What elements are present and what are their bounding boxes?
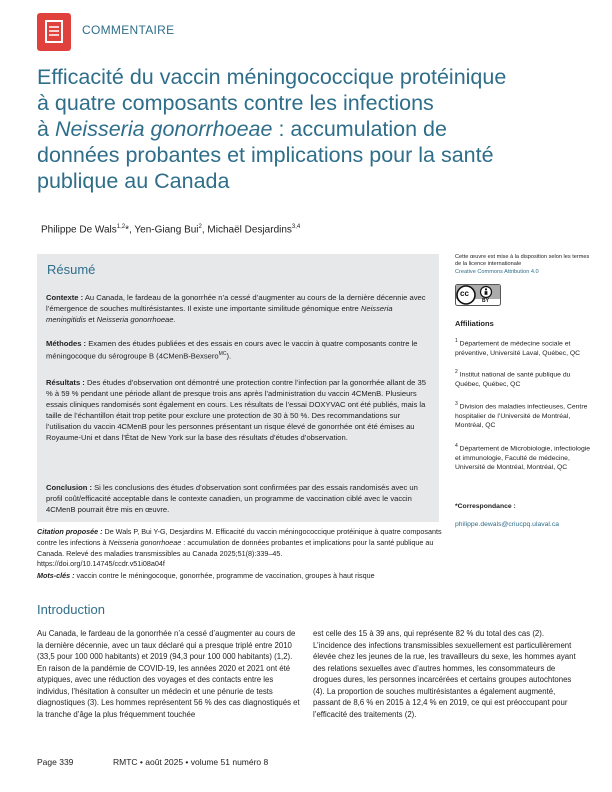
affiliation-2: $^2$ Institut national de santé publique du Québec, Québec, QC	[455, 369, 571, 388]
abstract-methodes: Méthodes : Examen des études publiées et des essais en cours avec le vaccin à quatre composants contre le méningocoque du sérogroupe B (4CMenB-Bexsero$^{MC}$).	[46, 339, 418, 361]
section-label: COMMENTAIRE	[82, 23, 175, 37]
license-link[interactable]: Creative Commons Attribution 4.0	[455, 268, 539, 275]
correspondence-label: *Correspondance :	[455, 503, 516, 510]
abstract-resultats: Résultats : Des études d’observation ont démontré une protection contre l’infection par la gonorrhée allant de 35 % à 59 % pendant une période allant de presque trois ans après l’administration du vaccin 4CMenB. Plusieurs essais cliniques randomisés sont également en cours. Les résultats de l’essai DOXYVAC ont été publiés, mais la taille de l’échantillon était trop petite pour exclure une protection de 30 à 50 %. Des recommandations sur l’utilisation du vaccin 4CMenB pour les personnes présentant un risque élevé de gonorrhée ont été émises au Royaume-Uni et dans l’État de New York sur la base des résultats d’études d’observation.	[46, 378, 426, 442]
correspondence-email[interactable]: philippe.dewals@criucpq.ulaval.ca	[455, 521, 560, 528]
license-notice: Cette œuvre est mise à la disposition selon les termes de la licence internationale Creative Commons Attribution 4.0	[455, 254, 590, 275]
affiliation-3: $^3$ Division des maladies infectieuses, Centre hospitalier de l’Université de Montréal, Montréal, QC	[455, 401, 588, 429]
cc-label: cc	[460, 289, 469, 298]
document-icon	[37, 13, 71, 51]
page-footer	[37, 757, 268, 767]
abstract-contexte: Contexte : Au Canada, le fardeau de la gonorrhée n’a cessé d’augmenter au cours de la dernière décennie avec l’émergence de souches multirésistantes. Il existe une importante similitude génomique entre Neisseria meningitidis et Neisseria gonorrhoeae.	[46, 293, 426, 324]
page-number: Page 339	[37, 757, 74, 767]
journal-info: RMTC • août 2025 • volume 51 numéro 8	[113, 757, 269, 767]
by-label: BY	[482, 298, 489, 304]
introduction-heading: Introduction	[37, 602, 105, 617]
doi-link[interactable]: https://doi.org/10.14745/ccdr.v51i08a04f	[37, 559, 165, 569]
keywords: Mots-clés : vaccin contre le méningocoque, gonorrhée, programme de vaccination, groupes à haut risque	[37, 571, 375, 580]
affiliation-4: $^4$ Département de Microbiologie, infectiologie et immunologie, Faculté de médecine, Université de Montréal, Montréal, QC	[455, 443, 591, 471]
author-list: Philippe De Wals$^{1,2}$*, Yen-Giang Bui$^2$, Michaël Desjardins$^{3,4}$	[41, 224, 301, 236]
abstract-conclusion: Conclusion : Si les conclusions des études d’observation sont confirmées par des essais randomisés avec un profil coût/efficacité acceptable dans le contexte canadien, un programme de vaccination ciblé avec le vaccin 4CMenB pourrait être mis en œuvre.	[46, 483, 418, 514]
affiliations-heading: Affiliations	[455, 319, 494, 328]
cc-by-license-badge[interactable]	[455, 284, 501, 304]
intro-column-2: est celle des 15 à 39 ans, qui représente 82 % du total des cas (2). L’incidence des infections transmissibles sexuellement est particulièrement élevée chez les jeunes de la rue, les travailleurs du sexe, les hommes ayant des relations sexuelles avec d’autres hommes, les consommateurs de drogues dures, les personnes incarcérées et certains groupes autochtones (4). La proportion de souches multirésistantes a également augmenté, passant de 8,6 % en 2015 à 12,4 % en 2019, ce qui est préoccupant pour l’efficacité des traitements (2).	[313, 629, 576, 719]
suggested-citation: Citation proposée : De Wals P, Bui Y-G, Desjardins M. Efficacité du vaccin méningococcique protéinique à quatre composants contre les infections à Neisseria gonorrhoeae : accumulation de données probantes et implications pour la santé publique au Canada. Relevé des maladies transmissibles au Canada 2025;51(8):339–45. https://doi.org/10.14745/ccdr.v51i08a04f	[37, 527, 442, 569]
article-title: Efficacité du vaccin méningococcique protéinique à quatre composants contre les infections à Neisseria gonorrhoeae : accumulation de données probantes et implications pour la santé publique au Canada	[37, 65, 507, 193]
affiliation-1: $^1$ Département de médecine sociale et préventive, Université Laval, Québec, QC	[455, 338, 581, 357]
intro-column-1: Au Canada, le fardeau de la gonorrhée n’a cessé d’augmenter au cours de la dernière décennie, avec un taux déclaré qui a presque triplé entre 2010 (33,5 pour 100 000 habitants) et 2019 (94,3 pour 100 000 habitants) (1,2). En raison de la pandémie de COVID-19, les années 2020 et 2021 ont été atypiques, avec une réduction des voyages et des contacts entre les individus, l’hésitation à consulter un médecin et une pénurie de tests diagnostiques (3). Les hommes représentent 56 % des cas diagnostiqués et la tranche d’âge la plus fréquemment touchée	[37, 629, 300, 719]
abstract-heading: Résumé	[47, 262, 96, 277]
